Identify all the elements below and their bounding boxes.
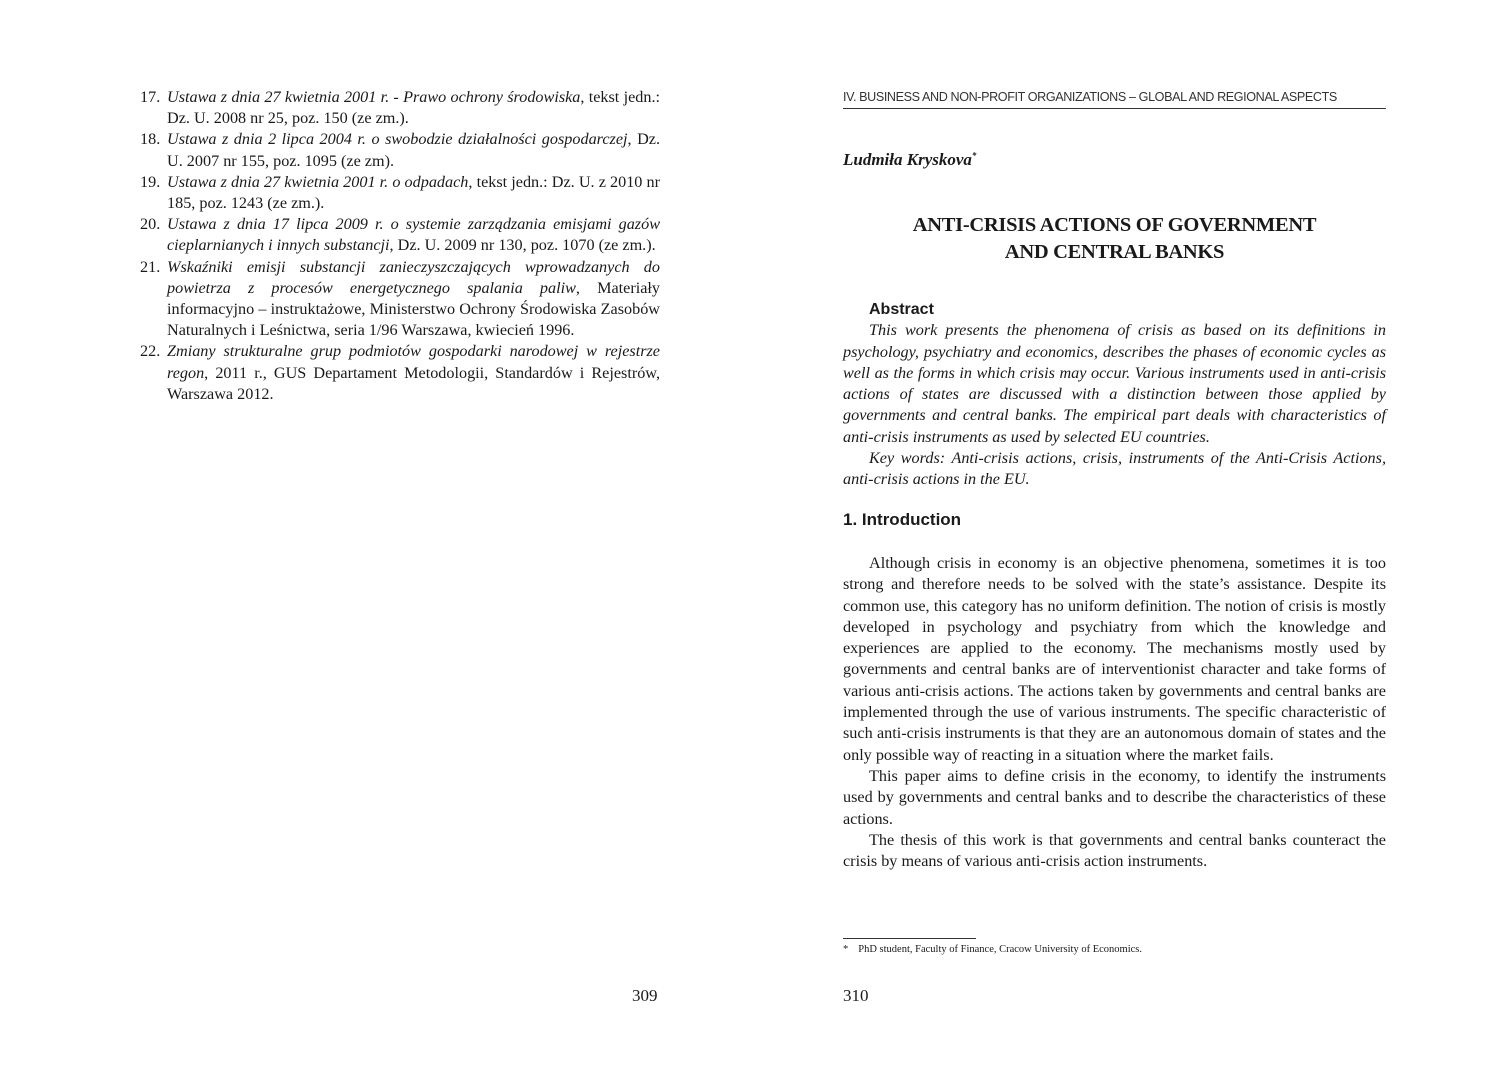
- reference-details: , tekst jedn.: Dz. U. 2008 nr 25, poz. 150 (ze zm.).: [167, 88, 660, 128]
- author-footnote-mark: *: [971, 150, 977, 161]
- footnote: [843, 944, 1142, 955]
- reference-title: Wskaźniki emisji substancji zanieczyszczających wprowadzanych do powietrza z procesów energetycznego spalania paliw: [167, 257, 660, 297]
- reference-details: , Dz. U. 2007 nr 155, poz. 1095 (ze zm).: [167, 130, 661, 170]
- body-text: [843, 553, 1386, 872]
- reference-item: [140, 172, 660, 214]
- reference-details: , Materiały informacyjno – instruktażowe, Ministerstwo Ochrony Środowiska Zasobów Naturalnych i Leśnictwa, seria 1/96 Warszawa, kwiecień 1996.: [167, 278, 660, 340]
- title-line: ANTI-CRISIS ACTIONS OF GOVERNMENT: [912, 214, 1317, 236]
- footnote-rule: [843, 938, 976, 939]
- reference-title: Ustawa z dnia 27 kwietnia 2001 r. - Prawo ochrony środowiska: [167, 88, 581, 106]
- reference-number: 20.: [140, 215, 161, 234]
- footnote-text: PhD student, Faculty of Finance, Cracow University of Economics.: [858, 944, 1142, 955]
- abstract-text: This work presents the phenomena of crisis as based on its definitions in psychology, psychiatry and economics, describes the phases of economic cycles as well as the forms in which crisis may occur. Various instruments used in anti-crisis actions of states are discussed with a distinction between those applied by governments and central banks. The empirical part deals with characteristics of anti-crisis instruments as used by selected EU countries.: [843, 321, 1386, 446]
- paragraph: The thesis of this work is that governments and central banks counteract the crisis by means of various anti-crisis action instruments.: [843, 830, 1386, 871]
- abstract: [843, 299, 1386, 491]
- section-title: Introduction: [861, 510, 962, 529]
- reference-item: [140, 214, 660, 256]
- page-number: 309: [632, 986, 658, 1005]
- author-text: Ludmiła Kryskova: [843, 150, 972, 169]
- reference-number: 17.: [140, 88, 161, 106]
- paragraph: This paper aims to define crisis in the economy, to identify the instruments used by governments and central banks and to describe the characteristics of these actions.: [843, 766, 1386, 828]
- reference-number: 21.: [140, 257, 161, 276]
- running-head: IV. BUSINESS AND NON-PROFIT ORGANIZATIONS – GLOBAL AND REGIONAL ASPECTS: [843, 90, 1386, 109]
- reference-item: [140, 87, 660, 129]
- reference-details: , tekst jedn.: Dz. U. z 2010 nr 185, poz. 1243 (ze zm.).: [167, 172, 660, 213]
- reference-details: , Dz. U. 2009 nr 130, poz. 1070 (ze zm.).: [389, 236, 656, 255]
- title-line: AND CENTRAL BANKS: [1004, 241, 1225, 263]
- keywords: Key words: Anti-crisis actions, crisis, instruments of the Anti-Crisis Actions, anti-crisis actions in the EU.: [843, 449, 1386, 489]
- reference-number: 19.: [140, 172, 161, 191]
- reference-item: [140, 129, 660, 171]
- reference-number: 18.: [140, 130, 161, 149]
- reference-item: [140, 341, 660, 405]
- author-name: [843, 150, 976, 170]
- reference-title: Ustawa z dnia 27 kwietnia 2001 r. o odpadach: [167, 172, 469, 191]
- abstract-heading: Abstract: [869, 301, 934, 318]
- section-number: 1.: [843, 510, 858, 529]
- reference-title: Ustawa z dnia 2 lipca 2004 r. o swobodzie działalności gospodarczej: [167, 130, 628, 149]
- reference-title: Zmiany strukturalne grup podmiotów gospodarki narodowej w rejestrze regon: [167, 342, 660, 382]
- article-title: [843, 212, 1386, 266]
- reference-number: 22.: [140, 342, 161, 361]
- paragraph: Although crisis in economy is an objective phenomena, sometimes it is too strong and therefore needs to be solved with the state’s assistance. Despite its common use, this category has no uniform definition. The notion of crisis is mostly developed in psychology and psychiatry from which the knowledge and experiences are applied to the economy. The mechanisms mostly used by governments and central banks are of interventionist character and take forms of various anti-crisis actions. The actions taken by governments and central banks are implemented through the use of various instruments. The specific characteristic of such anti-crisis instruments is that they are an autonomous domain of states and the only possible way of reacting in a situation where the market fails.: [843, 554, 1386, 764]
- section-heading: [843, 510, 961, 530]
- reference-details: , 2011 r., GUS Departament Metodologii, Standardów i Rejestrów, Warszawa 2012.: [167, 363, 660, 403]
- reference-item: [140, 257, 660, 342]
- reference-list: [140, 87, 660, 405]
- page-number: 310: [843, 986, 869, 1005]
- reference-title: Ustawa z dnia 17 lipca 2009 r. o systemie zarządzania emisjami gazów cieplarnianych i innych substancji: [167, 215, 660, 255]
- footnote-mark: *: [843, 944, 849, 955]
